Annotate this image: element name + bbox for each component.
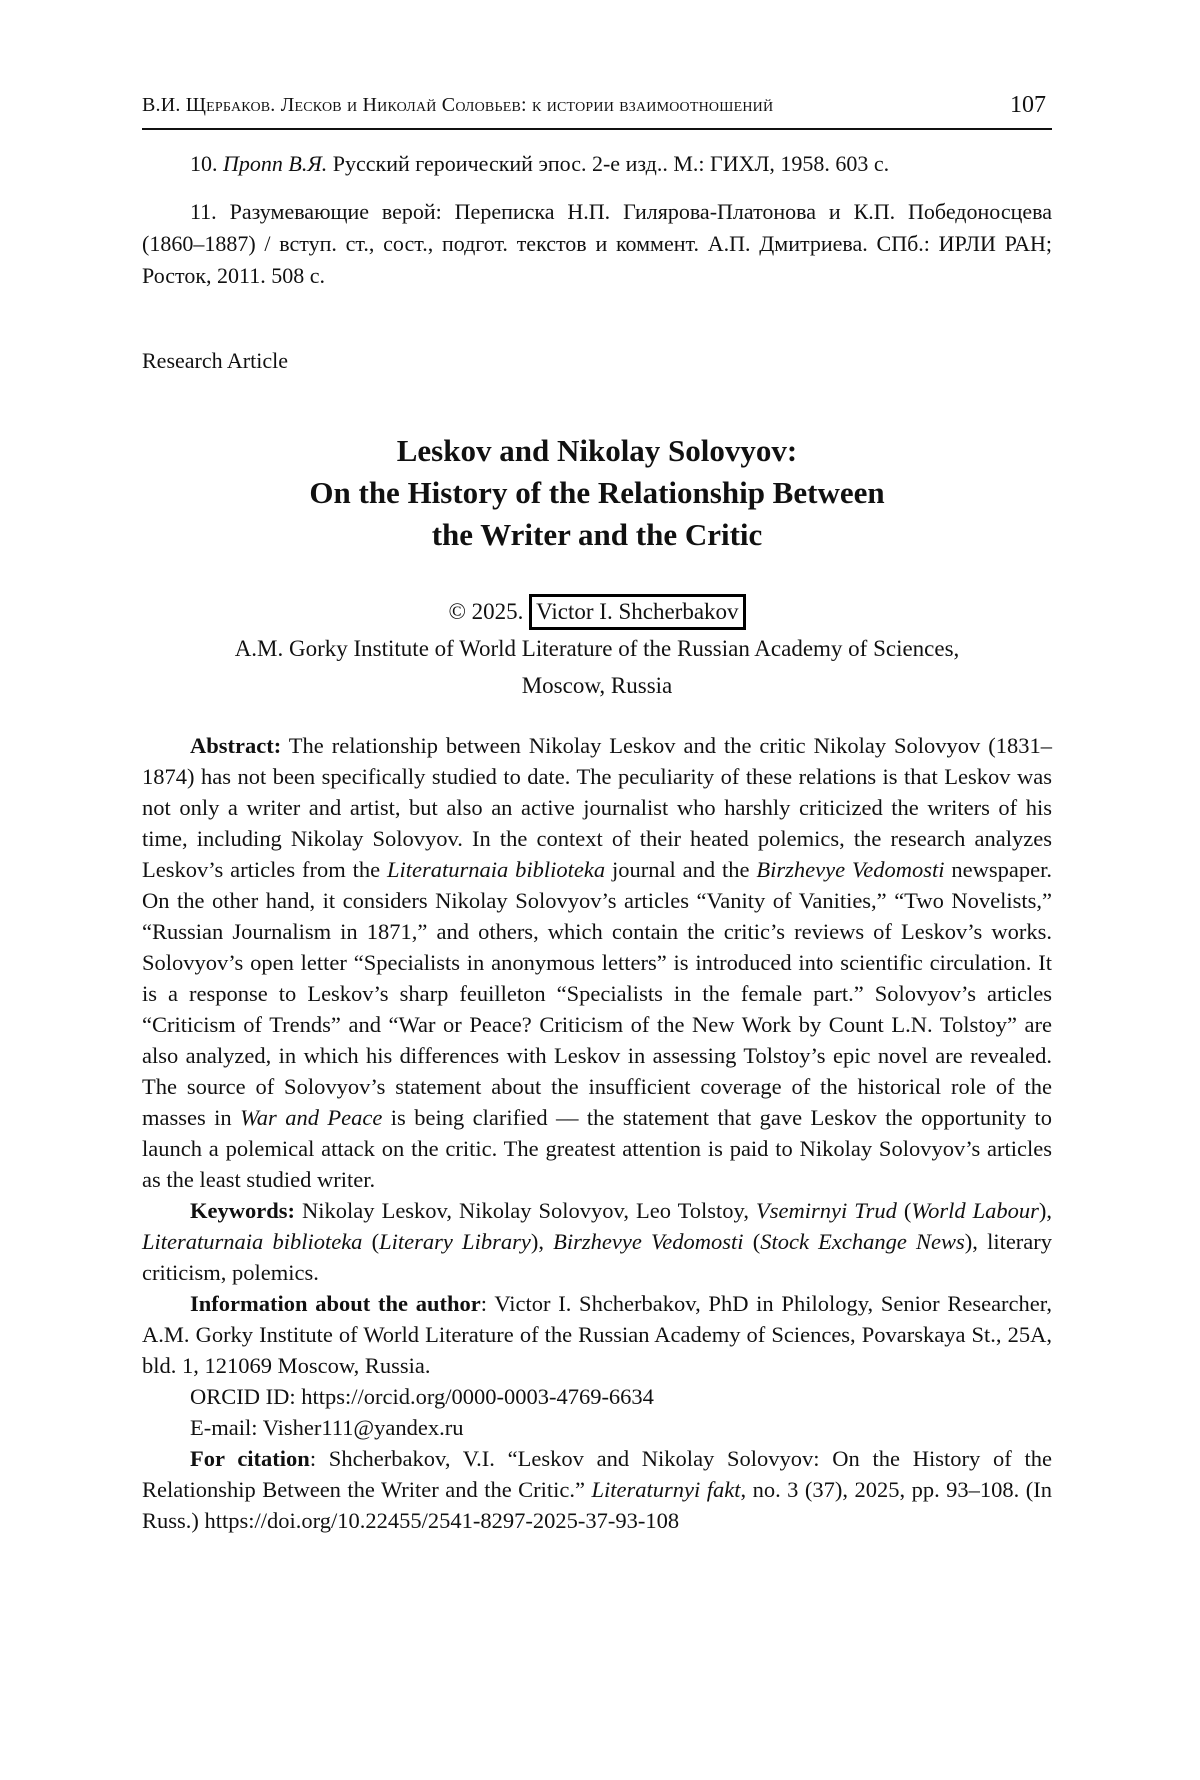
affiliation-line: A.M. Gorky Institute of World Literature of the Russian Academy of Sciences,: [234, 636, 960, 661]
article-title-line: the Writer and the Critic: [431, 517, 763, 552]
page-number: 107: [1010, 92, 1046, 118]
abstract-journal-title: Birzhevye Vedomosti: [756, 857, 945, 882]
article-type-label: Research Article: [142, 348, 288, 373]
keyword-italic: Stock Exchange News: [760, 1229, 965, 1254]
running-header-title: [142, 94, 773, 117]
keywords-punct: (: [752, 1229, 761, 1254]
keyword-italic: World Labour: [911, 1198, 1039, 1223]
author-info-text: : Victor I. Shcherbakov, PhD in Philology, Senior Researcher, A.M. Gorky Institute of World Literature of the Russian Academy of Sciences, Povarskaya St., 25A, bld. 1, 121069 Moscow, Russia.: [142, 1291, 1052, 1378]
article-title: [142, 430, 1052, 556]
keywords-label: Keywords:: [190, 1198, 295, 1223]
keyword-italic: Literary Library: [379, 1229, 531, 1254]
affiliation-line: Moscow, Russia: [521, 673, 673, 698]
article-title-line: Leskov and Nikolay Solovyov:: [396, 433, 798, 468]
abstract-work-title: War and Peace: [240, 1105, 383, 1130]
keyword-italic: Vsemirnyi Trud: [756, 1198, 897, 1223]
abstract-text: journal and the: [612, 857, 750, 882]
keywords-punct: (: [903, 1198, 912, 1223]
reference-text: Разумевающие верой: Переписка Н.П. Гилярова-Платонова и К.П. Победоносцева (1860–1887) / вступ. ст., сост., подгот. текстов и коммент. А.П. Дмитриева. СПб.: ИРЛИ РАН; Росток, 2011. 508 с.: [142, 199, 1052, 288]
reference-item: [142, 196, 1052, 292]
citation-paragraph: [142, 1443, 1052, 1536]
abstract-text: is being clarified –– the statement that gave Leskov the opportunity to launch a polemical attack on the critic. The greatest attention is paid to Nikolay Solovyov’s articles as the least studied writer.: [142, 1105, 1053, 1192]
keywords-punct: ),: [530, 1229, 544, 1254]
reference-number: 10.: [190, 151, 218, 176]
running-header: [142, 88, 1052, 130]
author-info-label: Information about the author: [190, 1291, 481, 1316]
copyright-notice: © 2025.: [448, 599, 524, 624]
author-info-paragraph: [142, 1288, 1052, 1381]
keywords-punct: (: [371, 1229, 380, 1254]
author-affiliation: [142, 630, 1052, 704]
citation-text: : Shcherbakov, V.I. “Leskov and Nikolay Solovyov: On the History of the Relationship Between the Writer and the Critic.”: [142, 1446, 1053, 1502]
running-header-article-title: Лесков и Николай Соловьев: к истории взаимоотношений: [280, 94, 774, 116]
author-name-highlighted[interactable]: Victor I. Shcherbakov: [529, 594, 745, 630]
abstract-paragraph: [142, 730, 1052, 1195]
email-line[interactable]: E-mail: Visher111@yandex.ru: [190, 1415, 464, 1440]
citation-text: , no. 3 (37), 2025, pp. 93–108. (In Russ.) https://doi.org/10.22455/2541-8297-2025-37-93-108: [142, 1477, 1052, 1533]
abstract-block: [142, 730, 1052, 1536]
reference-item: [142, 148, 1052, 180]
byline: [142, 593, 1052, 631]
keywords-paragraph: [142, 1195, 1052, 1288]
reference-list: [142, 148, 1052, 308]
keywords-text: Nikolay Leskov, Nikolay Solovyov, Leo Tolstoy,: [302, 1198, 749, 1223]
keyword-italic: Literaturnaia biblioteka: [142, 1229, 363, 1254]
abstract-label: Abstract:: [190, 733, 282, 758]
abstract-text: newspaper. On the other hand, it considers Nikolay Solovyov’s articles “Vanity of Vanities,” “Two Novelists,” “Russian Journalism in 1871,” and others, which contain the critic’s reviews of Leskov’s works. Solovyov’s open letter “Specialists in anonymous letters” is introduced into scientific circulation. It is a response to Leskov’s sharp feuilleton “Specialists in the female part.” Solovyov’s articles “Criticism of Trends” and “War or Peace? Criticism of the New Work by Count L.N. Tolstoy” are also analyzed, in which his differences with Leskov in assessing Tolstoy’s epic novel are revealed. The source of Solovyov’s statement about the insufficient coverage of the historical role of the masses in: [142, 857, 1052, 1130]
abstract-journal-title: Literaturnaia biblioteka: [387, 857, 606, 882]
article-title-line: On the History of the Relationship Between: [309, 475, 885, 510]
abstract-text: The relationship between Nikolay Leskov and the critic Nikolay Solovyov (1831–1874) has not been specifically studied to date. The peculiarity of these relations is that Leskov was not only a writer and artist, but also an active journalist who harshly criticized the writers of his time, including Nikolay Solovyov. In the context of their heated polemics, the research analyzes Leskov’s articles from the: [142, 733, 1052, 882]
citation-label: For citation: [190, 1446, 310, 1471]
orcid-line[interactable]: ORCID ID: https://orcid.org/0000-0003-4769-6634: [190, 1384, 654, 1409]
citation-journal: Literaturnyi fakt: [591, 1477, 741, 1502]
keywords-punct: ),: [1038, 1198, 1053, 1223]
reference-number: 11.: [190, 199, 217, 224]
keyword-italic: Birzhevye Vedomosti: [553, 1229, 744, 1254]
reference-text: Русский героический эпос. 2-е изд.. М.: ГИХЛ, 1958. 603 с.: [332, 151, 890, 176]
running-header-author: В.И. Щербаков.: [142, 94, 276, 116]
keywords-punct: ), literary criticism, polemics.: [142, 1229, 1053, 1285]
reference-author: Пропп В.Я.: [223, 151, 328, 176]
